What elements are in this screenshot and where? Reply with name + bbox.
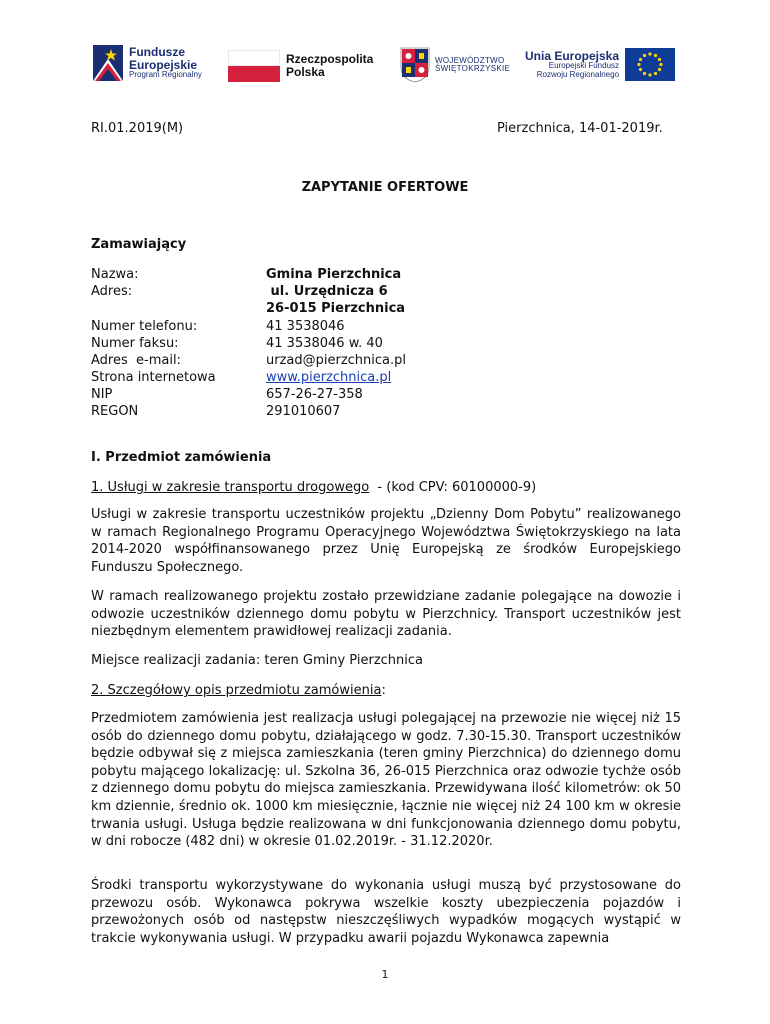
- field-label-name: Nazwa:: [91, 267, 139, 282]
- unia-europejska-logo: [525, 48, 675, 81]
- place-date: Pierzchnica, 14-01-2019r.: [497, 121, 663, 136]
- website-link[interactable]: www.pierzchnica.pl: [266, 370, 392, 385]
- subsection-1-title: [91, 479, 536, 496]
- field-label-nip: NIP: [91, 387, 113, 402]
- field-label-address: Adres:: [91, 284, 133, 299]
- section-heading: I. Przedmiot zamówienia: [91, 450, 272, 465]
- document-title: ZAPYTANIE OFERTOWE: [301, 180, 469, 195]
- ordering-party-heading: Zamawiający: [91, 237, 187, 252]
- field-label-email: Adres e-mail:: [91, 353, 181, 368]
- fe-line1: Fundusze: [129, 45, 185, 60]
- paragraph-project: W ramach realizowanego projektu zostało przewidziane zadanie polegające na dowozie i odwozie uczestników dziennego domu pobytu w Pierzchnicy. Transport uczestników jest niezbędnym elementem prawidłowej realizacji zadania.: [91, 589, 681, 640]
- field-label-phone: Numer telefonu:: [91, 319, 198, 334]
- subsection-2-colon: :: [381, 683, 386, 698]
- paragraph-services: Usługi w zakresie transportu uczestników projektu „Dzienny Dom Pobytu” realizowanego w ramach Regionalnego Programu Operacyjnego Województwa Świętokrzyskiego na lata 2014-2020 współfinansowanego przez Unię Europejską ze środków Europejskiego Funduszu Społecznego.: [91, 507, 681, 575]
- ue-line2: Europejski Fundusz: [548, 61, 620, 71]
- wojewodztwo-logo: [400, 47, 510, 83]
- wsk-line2: ŚWIĘTOKRZYSKIE: [435, 64, 511, 73]
- field-value-name: Gmina Pierzchnica: [266, 267, 402, 282]
- coat-of-arms-icon: [400, 47, 430, 83]
- page-number: 1: [381, 968, 389, 981]
- field-value-fax: 41 3538046 w. 40: [266, 336, 383, 351]
- subsection-2-link: 2. Szczegółowy opis przedmiotu zamówienia: [91, 683, 382, 698]
- rp-line2: Polska: [286, 65, 325, 79]
- field-value-email: urzad@pierzchnica.pl: [266, 353, 407, 368]
- fundusze-europejskie-logo: [93, 45, 202, 81]
- field-value-street: ul. Urzędnicza 6: [266, 284, 388, 299]
- rzeczpospolita-logo: [228, 50, 373, 82]
- subsection-1-cpv: - (kod CPV: 60100000-9): [369, 480, 537, 495]
- field-value-postcode: 26-015 Pierzchnica: [266, 301, 406, 316]
- subsection-1-link: 1. Usługi w zakresie transportu drogowego: [91, 480, 370, 495]
- field-value-phone: 41 3538046: [266, 319, 345, 334]
- field-label-website: Strona internetowa: [91, 370, 216, 385]
- paragraph-vehicles: Środki transportu wykorzystywane do wykonania usługi muszą być przystosowane do przewozu osób. Wykonawca pokrywa wszelkie koszty ubezpieczenia pojazdów i przewożonych osób od następstw nieszczęśliwych wypadków mogących wystąpić w trakcie wykonywania usługi. W przypadku awarii pojazdu Wykonawca zapewnia: [91, 878, 681, 946]
- eu-flag-icon: [625, 48, 675, 81]
- logo-bar: [0, 40, 770, 90]
- ue-line1: Unia Europejska: [525, 48, 620, 63]
- rp-line1: Rzeczpospolita: [286, 52, 374, 67]
- ue-line3: Rozwoju Regionalnego: [536, 69, 620, 79]
- subsection-2-title: [91, 682, 386, 699]
- fe-line3: Program Regionalny: [129, 70, 202, 80]
- reference-number: RI.01.2019(M): [91, 121, 184, 136]
- fe-star-icon: [93, 45, 123, 81]
- field-value-nip: 657-26-27-358: [266, 387, 363, 402]
- field-label-regon: REGON: [91, 404, 139, 419]
- fe-line2: Europejskie: [129, 57, 198, 72]
- polish-flag-icon: [228, 50, 280, 82]
- field-label-fax: Numer faksu:: [91, 336, 179, 351]
- paragraph-scope: Przedmiotem zamówienia jest realizacja usługi polegającej na przewozie nie więcej niż 15 osób do dziennego domu pobytu, działającego w godz. 7.30-15.30. Transport uczestników będzie odbywał się z miejsca zamieszkania (teren gminy Pierzchnica) do dziennego domu pobytu mającego lokalizację: ul. Szkolna 36, 26-015 Pierzchnica oraz odwozie tychże osób z dziennego domu pobytu do miejsca zamieszkania. Przewidywana ilość kilometrów: ok 50 km dziennie, średnio ok. 1000 km miesięcznie, łącznie nie więcej niż 24 100 km w okresie trwania usługi. Usługa będzie realizowana w dni funkcjonowania dziennego domu pobytu, w dni robocze (482 dni) w okresie 01.02.2019r. - 31.12.2020r.: [91, 711, 681, 850]
- field-value-regon: 291010607: [266, 404, 341, 419]
- paragraph-location: Miejsce realizacji zadania: teren Gminy Pierzchnica: [91, 653, 423, 668]
- wsk-line1: WOJEWÓDZTWO: [435, 55, 505, 65]
